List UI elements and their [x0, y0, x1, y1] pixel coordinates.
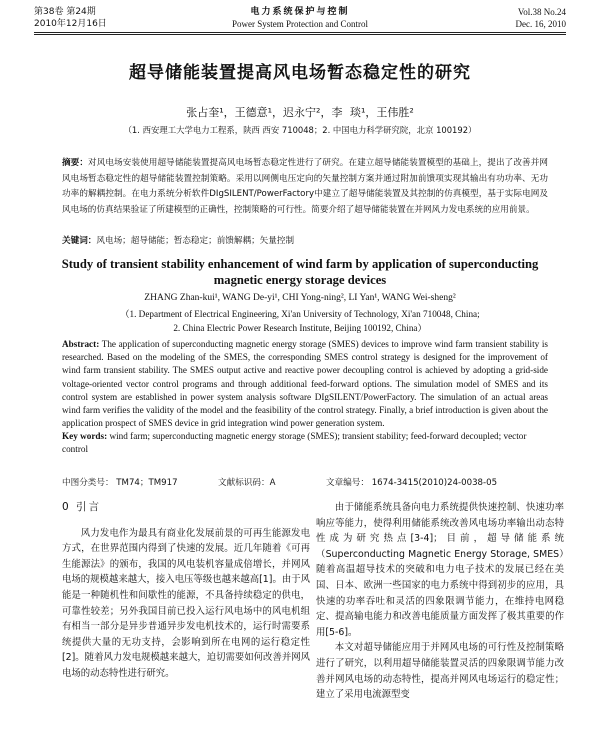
title-en: Study of transient stability enhancement of wind farm by application of superconducting magnetic energy storage devices [61, 257, 539, 287]
abstract-en-text: The application of superconducting magnetic energy storage (SMES) devices to improve wind farm transient stability is researched. Based on the modeling of the SMES, the corresponding SMES control strategy is designed for the improvement of wind farm transient stability. The SMES output active and reactive power decoupling control is achieved by adopting a grid-side voltage-oriented vector control programs and through additional feed-forward options. The simulation model of SMES and its control system are established in power system analysis software DIgSILENT/PowerFactory. The simulation of an actual areas wind farm verifies the validity of the model and the feasibility of the control strategy. Finally, a brief introduction is given about the application prospect of SMES device in grid integration wind power generation system. [62, 339, 548, 429]
keywords-cn-text: 风电场；超导储能；暂态稳定；前馈解耦；矢量控制 [96, 236, 295, 246]
header-volume-en: Vol.38 No.24 [517, 7, 566, 17]
authors-en: ZHANG Zhan-kui¹, WANG De-yi¹, CHI Yong-ning², LI Yan¹, WANG Wei-sheng² [144, 293, 456, 303]
header-volume-cn: 第38卷 第24期 [34, 7, 96, 17]
authors-cn: 张占奎¹，王德意¹，迟永宁²，李 琰¹，王伟胜² [186, 106, 414, 119]
body-paragraph: 风力发电作为最具有商业化发展前景的可再生能源发电方式，在世界范围内得到了快速的发展。近几年随着《可再生能源法》的颁布，我国的风电装机容量成倍增长，并网风电场的规模越来越大，接入电压等级也越来越高[1]。由于风能是一种随机性和间歇性的能源，不具备持续稳定的供电，可靠性较差；另外我国目前已投入运行风电场中的风电机组有相当一部分是异步普通异步发电机技术的，运行时需要系统提供大量的无功支持，会影响到所在电网的运行稳定性[2]。随着风力发电规模越来越大，迫切需要如何改善并网风电场的动态特性进行研究。 [62, 527, 310, 679]
keywords-cn [62, 234, 548, 246]
header-journal-en: Power System Protection and Control [232, 19, 368, 29]
affiliation-en-line-1: （1. Department of Electrical Engineering, Xi'an University of Technology, Xi'an 710048, China; [120, 309, 480, 319]
body-paragraph: 本文对超导储能应用于并网风电场的可行性及控制策略进行了研究，以利用超导储能装置灵活的四象限调节能力改善并网风电场的动态特性，提高并网风电场运行的稳定性；建立了采用电流源型变 [316, 642, 564, 701]
abstract-cn-label: 摘要： [62, 158, 89, 168]
body-right-column [316, 500, 564, 703]
keywords-en [62, 430, 548, 456]
header-date-cn: 2010年12月16日 [34, 19, 107, 29]
abstract-en [62, 338, 548, 430]
header-date-en: Dec. 16, 2010 [515, 19, 566, 29]
section-heading-intro: 0 引言 [62, 501, 102, 513]
affiliation-cn: （1. 西安理工大学电力工程系，陕西 西安 710048；2. 中国电力科学研究院，北京 100192） [123, 125, 477, 135]
body-left-column [62, 500, 310, 682]
body-paragraph: 由于储能系统具备向电力系统提供快速控制、快速功率响应等能力，使得利用储能系统改善风电场功率输出动态特性成为研究热点[3-4]；目前，超导储能系统（Superconducting Magnetic Energy Storage, SMES）随着高温超导技术的突破和电力电子技术的发展已经在美国、日本、欧洲一些国家的电力系统中得到初步的应用，具快速的功率吞吐和灵活的四象限调节能力，在维持电网稳定、提高输电能力和改善电能质量方面发挥了极其重要的作用[5-6]。 [316, 502, 564, 638]
keywords-cn-label: 关键词： [62, 236, 97, 246]
clc-number: 中图分类号： TM74；TM917 [62, 478, 178, 488]
header-rule-double [34, 34, 566, 35]
header-journal-cn: 电力系统保护与控制 [250, 7, 350, 17]
abstract-cn-text: 对风电场安装使用超导储能装置提高风电场暂态稳定性进行了研究。在建立超导储能装置模型的基础上，提出了改善并网风电场暂态稳定性的超导储能装置控制策略。采用以网侧电压定向的矢量控制方案并通过附加前馈项实现其输出有功功率、无功功率的解耦控制。在电力系统分析软件DIgSILENT/PowerFactory中建立了超导储能装置及其控制的仿真模型，基于实际电网及风电场的仿真结果验证了所建模型的正确性，控制策略的可行性。简要介绍了超导储能装置在并网风力发电系统的应用前景。 [62, 158, 548, 215]
keywords-en-label: Key words: [62, 431, 108, 441]
affiliation-en [0, 307, 600, 335]
article-number: 文章编号： 1674-3415(2010)24-0038-05 [326, 478, 498, 488]
keywords-en-text: wind farm; superconducting magnetic energy storage (SMES); transient stability; feed-forward decoupled; vector control [62, 431, 527, 455]
document-code: 文献标识码：A [218, 478, 276, 488]
abstract-en-label: Abstract: [62, 339, 100, 349]
affiliation-en-line-2: 2. China Electric Power Research Institute, Beijing 100192, China） [173, 323, 427, 333]
abstract-cn [62, 156, 548, 218]
title-cn: 超导储能装置提高风电场暂态稳定性的研究 [129, 63, 471, 83]
header-rule [34, 32, 566, 33]
